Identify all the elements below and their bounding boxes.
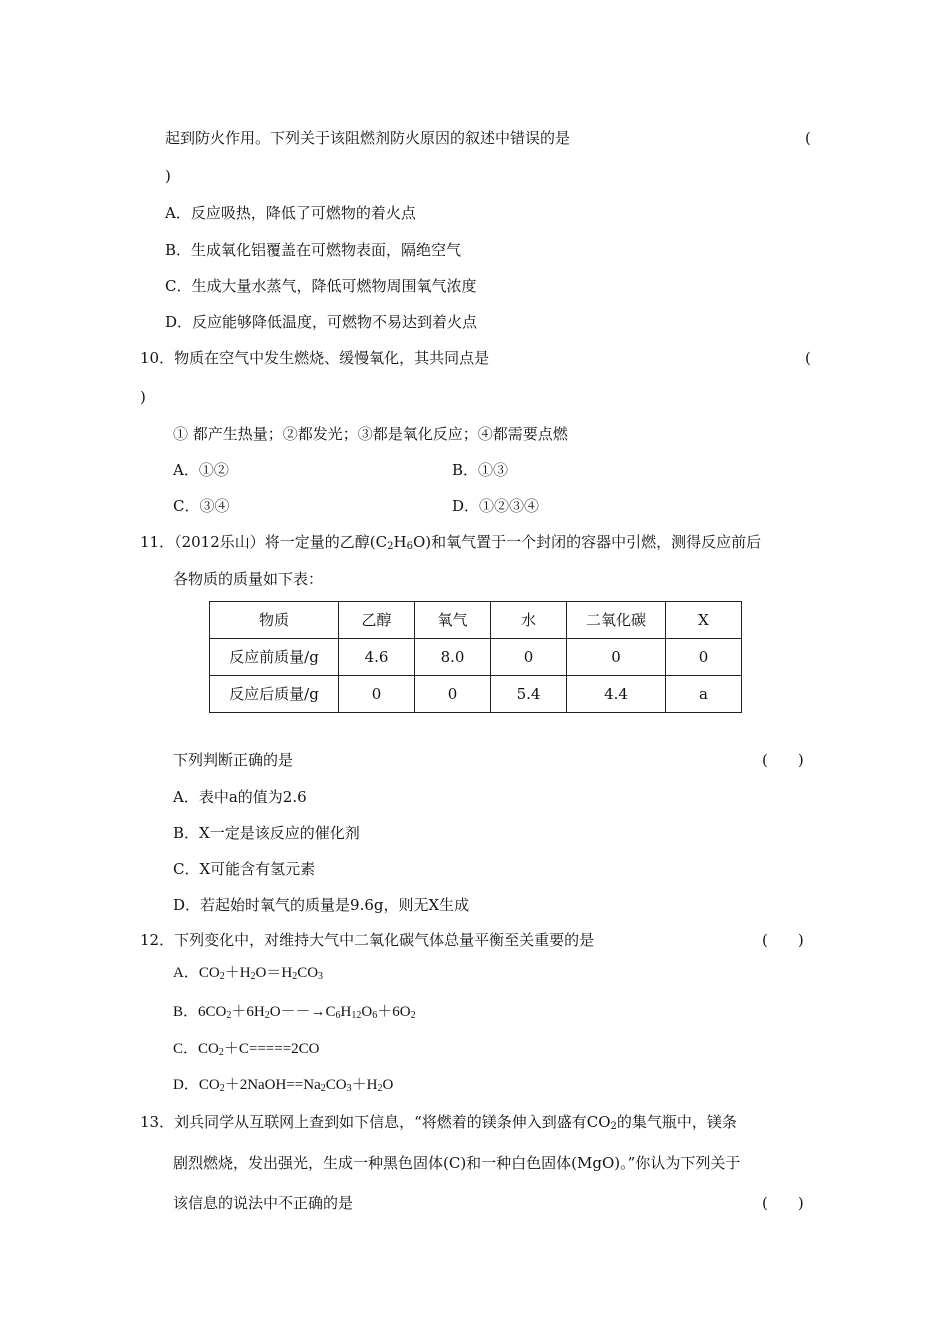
table-cell: 0 (491, 639, 567, 676)
q11-option-c: C．X可能含有氢元素 (173, 860, 316, 878)
table-header-cell: 水 (491, 602, 567, 639)
table-cell: 4.4 (567, 676, 666, 713)
table-header-cell: 乙醇 (339, 602, 415, 639)
q9-stem: 起到防火作用。下列关于该阻燃剂防火原因的叙述中错误的是 (165, 129, 571, 147)
table-header-cell: 氧气 (415, 602, 491, 639)
table-cell: 反应后质量/g (210, 676, 339, 713)
q11-option-a: A．表中a的值为2.6 (173, 788, 307, 806)
table-row (210, 676, 742, 713)
table-header-cell: 二氧化碳 (567, 602, 666, 639)
table-cell: 反应前质量/g (210, 639, 339, 676)
q10-option-c: C．③④ (173, 497, 230, 515)
table-cell: 0 (339, 676, 415, 713)
table-cell: 0 (415, 676, 491, 713)
q11-prompt: 下列判断正确的是 (173, 751, 294, 769)
q9-option-a: A．反应吸热，降低了可燃物的着火点 (165, 204, 416, 222)
q11-option-b: B．X一定是该反应的催化剂 (173, 824, 360, 842)
table-cell: 0 (567, 639, 666, 676)
q11-mass-table (209, 601, 742, 713)
q10-paren-open: ( (805, 349, 811, 367)
q11-option-d: D．若起始时氧气的质量是9.6g，则无X生成 (173, 896, 470, 914)
q10-statements: ① 都产生热量；②都发光；③都是氧化反应；④都需要点燃 (173, 425, 568, 443)
table-header-row (210, 602, 742, 639)
q9-option-d: D．反应能够降低温度，可燃物不易达到着火点 (165, 313, 478, 331)
q10-paren-close: ) (140, 388, 146, 406)
q11-answer-paren: ( ) (762, 751, 804, 769)
q12-option-c: C．$CO_2+C=====2CO$ (173, 1041, 320, 1058)
q12-stem: 12．下列变化中，对维持大气中二氧化碳气体总量平衡至关重要的是 (140, 931, 595, 949)
q12-option-b: B．$6CO_2+6H_2O--\to C_6H_{12}O_6+6O_2$ (173, 1004, 416, 1021)
q11-stem: 11．（2012乐山）将一定量的乙醇$(C_2H_6O)$和氧气置于一个封闭的容器中引燃，测得反应前后 (140, 533, 762, 552)
table-row (210, 639, 742, 676)
q12-option-d: D．$CO_2+2NaOH==Na_2CO_3+H_2O$ (173, 1077, 394, 1094)
q13-stem-line1: 13．刘兵同学从互联网上查到如下信息，“将燃着的镁条伸入到盛有$CO_2$的集气瓶中，镁条 (140, 1113, 737, 1132)
q11-stem-line2: 各物质的质量如下表： (173, 570, 324, 588)
q10-option-a: A．①② (173, 461, 229, 479)
table-cell: 4.6 (339, 639, 415, 676)
q10-option-b: B．①③ (452, 461, 509, 479)
table-header-cell: 物质 (210, 602, 339, 639)
q9-option-c: C．生成大量水蒸气，降低可燃物周围氧气浓度 (165, 277, 477, 295)
q12-answer-paren: ( ) (762, 931, 804, 949)
q13-stem-line3: 该信息的说法中不正确的是 (173, 1194, 354, 1212)
q9-option-b: B．生成氧化铝覆盖在可燃物表面，隔绝空气 (165, 241, 462, 259)
table-cell: a (666, 676, 742, 713)
q12-option-a: A．$CO_2+H_2O=H_2CO_3$ (173, 965, 324, 982)
q9-paren-open: ( (805, 129, 811, 147)
table-cell: 5.4 (491, 676, 567, 713)
q10-option-d: D．①②③④ (452, 497, 540, 515)
q10-stem: 10．物质在空气中发生燃烧、缓慢氧化，其共同点是 (140, 349, 490, 367)
table-cell: 8.0 (415, 639, 491, 676)
q13-answer-paren: ( ) (762, 1194, 804, 1212)
q9-paren-close: ) (165, 167, 171, 185)
table-header-cell: X (666, 602, 742, 639)
table-cell: 0 (666, 639, 742, 676)
q13-stem-line2: 剧烈燃烧，发出强光，生成一种黑色固体(C)和一种白色固体(MgO)。”你认为下列关于 (173, 1154, 741, 1172)
